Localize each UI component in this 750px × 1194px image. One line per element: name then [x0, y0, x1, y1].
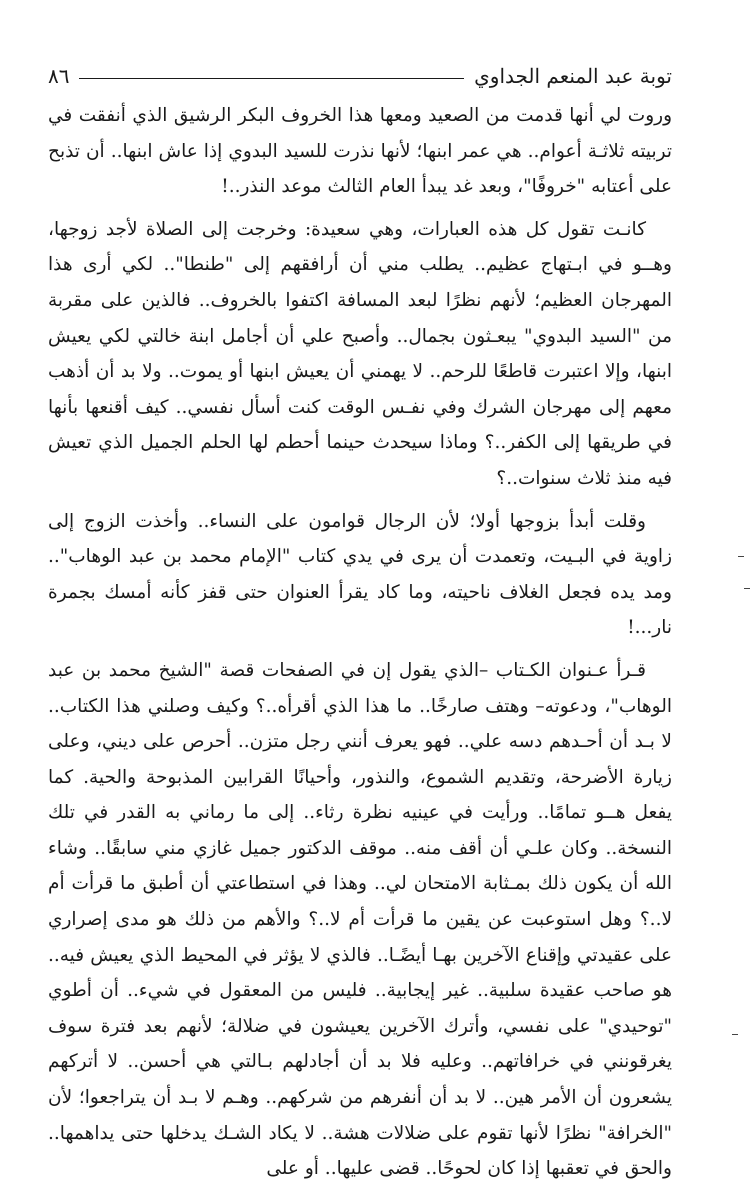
paragraph-1: وروت لي أنها قدمت من الصعيد ومعها هذا الخروف البكر الرشيق الذي أنفقت في تربيته ثلاثـة أعوام.. هي عمر ابنها؛ لأنها نذرت للسيد البدوي إذا عاش ابنها.. أن تذبح على أعتابه "خروفًا"، وبعد غد يبدأ العام الثالث موعد النذر..! — [48, 105, 672, 198]
margin-mark — [744, 588, 750, 589]
paragraph-2: كانـت تقول كل هذه العبارات، وهي سعيدة: وخرجت إلى الصلاة لأجد زوجها، وهــو في ابـتهاج عظيم.. يطلب مني أن أرافقهم إلى "طنطا".. لكي أرى هذا المهرجان العظيم؛ لأنهم نظرًا لبعد المسافة اكتفوا بالخروف.. فالذين على مقربة من "السيد البدوي" يبعـثون بجمال.. وأصبح علي أن أجامل ابنة خالتي لكي يعيش ابنها، وإلا اعتبرت قاطعًا للرحم.. لا يهمني أن يعيش ابنها أو يموت.. ولا بد أن أذهب معهم إلى مهرجان الشرك وفي نفـس الوقت كنت أسأل نفسي.. كيف أقنعها بأنها في طريقها إلى الكفر..؟ وماذا سيحدث حينما أحطم لها الحلم الجميل الذي تعيش فيه منذ ثلاث سنوات..؟ — [48, 218, 672, 489]
header-rule — [79, 78, 464, 79]
paragraph-4: قـرأ عـنوان الكـتاب –الذي يقول إن في الصفحات قصة "الشيخ محمد بن عبد الوهاب"، ودعوته– وهتف صارخًا.. ما هذا الذي أقرأه..؟ وكيف وصلني هذا الكتاب.. لا بـد أن أحـدهم دسه علي.. فهو يعرف أنني رجل متزن.. أحرص على ديني، وعلى زيارة الأضرحة، وتقديم الشموع، والنذور، وأحيانًا القرابين المذبوحة والحية. كما يفعل هــو تمامًا.. ورأيت في عينيه نظرة رثاء.. إلى ما رماني به القدر في تلك النسخة.. وكان علـي أن أقف منه.. موقف الدكتور جميل غازي مني سابقًا.. وشاء الله أن يكون ذلك بمـثابة الامتحان لي.. وهذا في استطاعتي أن أطبق ما قرأت أم لا..؟ وهل استوعبت عن يقين ما قرأت أم لا..؟ والأهم من ذلك هو مدى إصراري على عقيدتي وإقناع الآخرين بهـا أيضًـا.. فالذي لا يؤثر في المحيط الذي يعيش فيه.. هو صاحب عقيدة سلبية.. غير إيجابية.. فليس من المعقول في شيء.. أن أطوي "توحيدي" على نفسي، وأترك الآخرين يعيشون في ضلالة؛ لأنهم بعد فترة سوف يغرقونني في خرافاتهم.. وعليه فلا بد أن أجادلهم بـالتي هي أحسن.. لا أتركهم يشعرون أن الأمر هين.. لا بد أن أنفرهم من شركهم.. وهـم لا بـد أن يتراجعوا؛ لأن "الخرافة" نظرًا لأنها تقوم على ضلالات هشة.. لا يكاد الشـك يدخلها حتى يداهمها.. والحق في تعقبها إذا كان لحوحًا.. قضى عليها.. أو على — [48, 659, 672, 1180]
page-number: ٨٦ — [48, 64, 70, 88]
margin-mark — [738, 556, 744, 557]
paragraph-3: وقلت أبدأ بزوجها أولا؛ لأن الرجال قوامون على النساء.. وأخذت الزوج إلى زاوية في البـيت، وتعمدت أن يرى في يدي كتاب "الإمام محمد بن عبد الوهاب".. ومد يده فجعل الغلاف ناحيته، وما كاد يقرأ العنوان حتى قفز كأنه أمسك بجمرة نار...! — [48, 510, 672, 639]
running-title: توبة عبد المنعم الجداوي — [474, 64, 672, 88]
body-text — [48, 98, 672, 1194]
margin-mark — [732, 1034, 738, 1035]
page-header — [48, 58, 672, 94]
